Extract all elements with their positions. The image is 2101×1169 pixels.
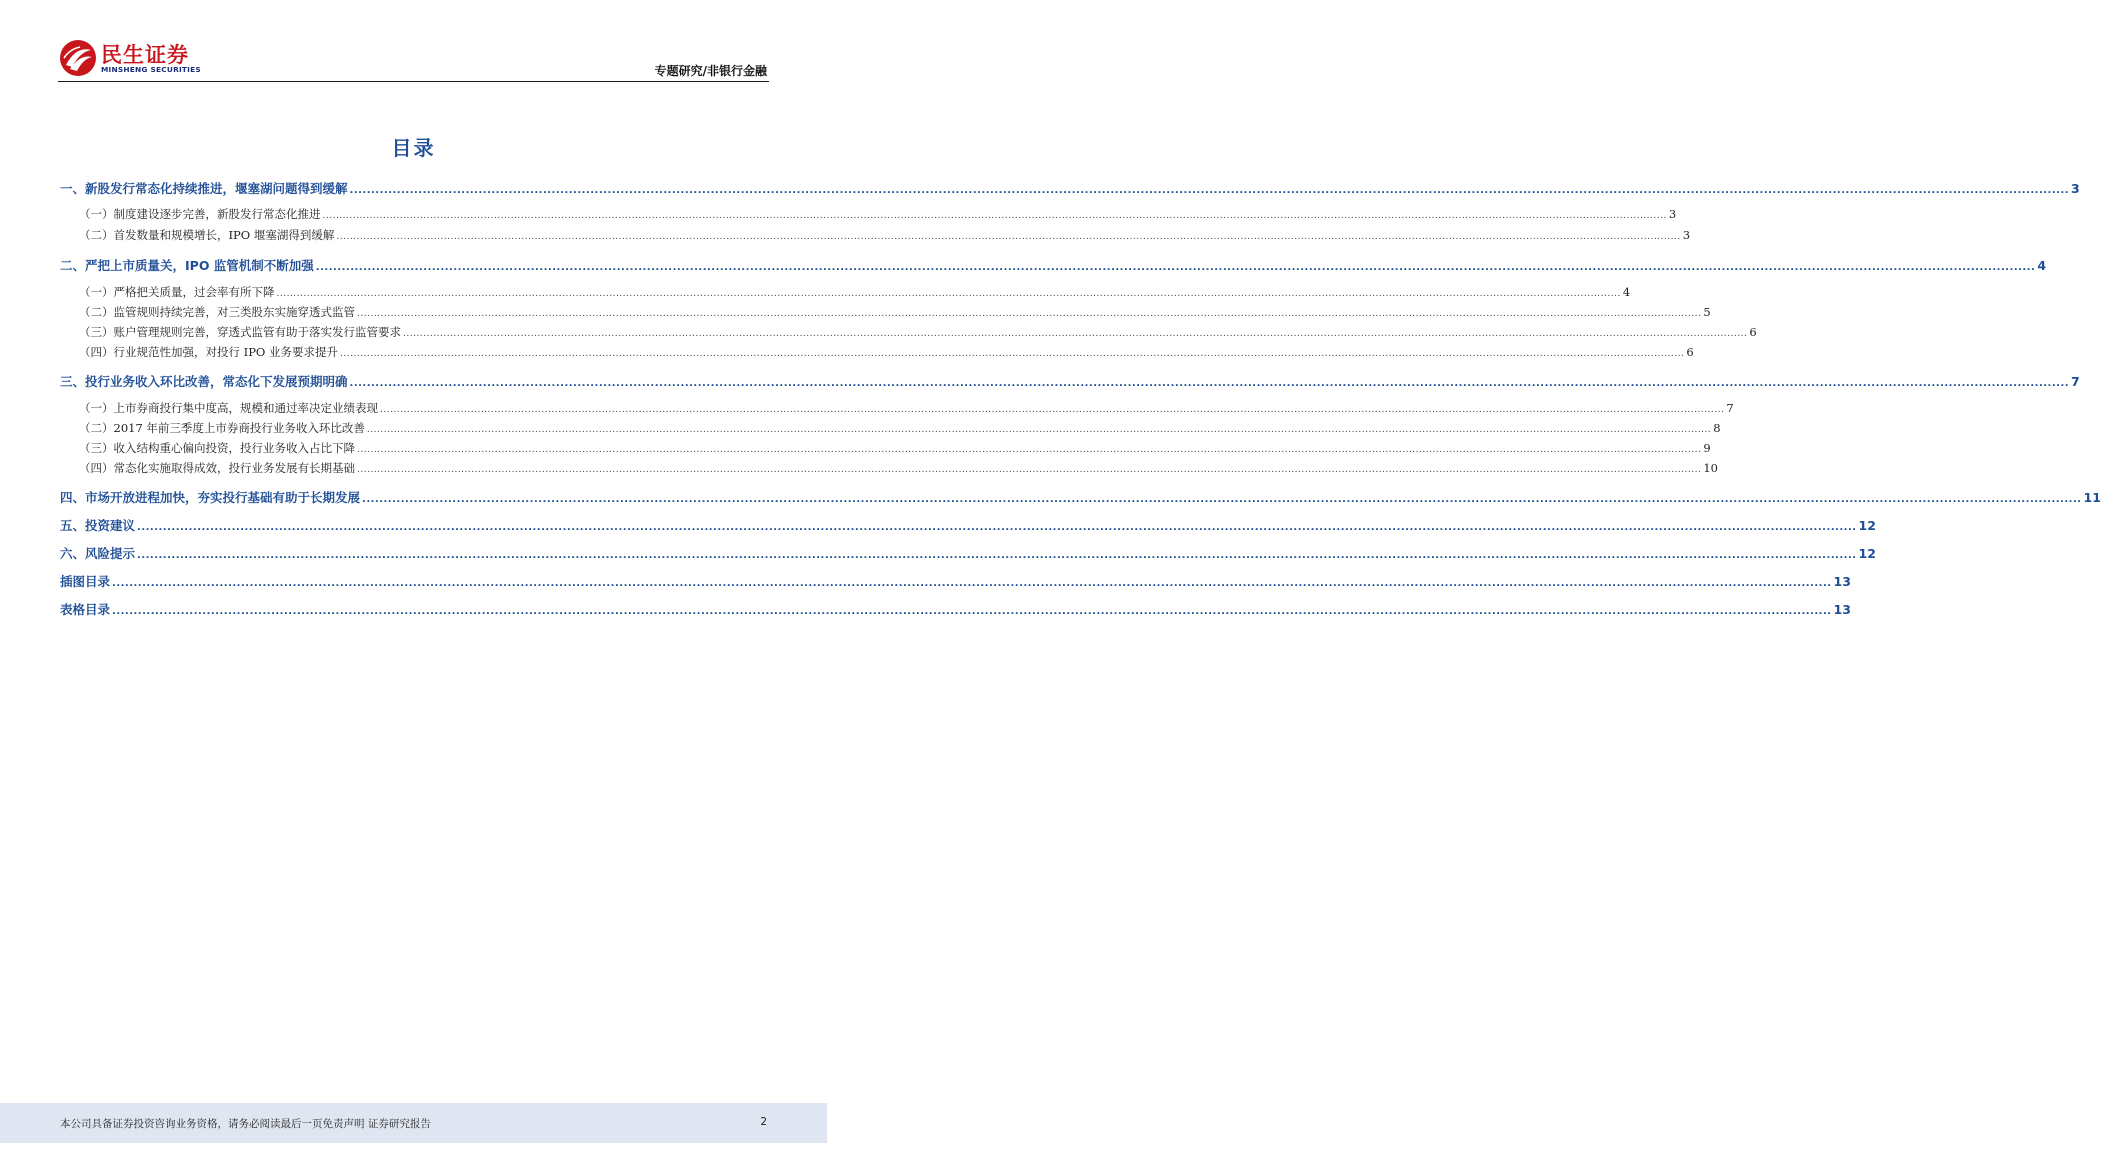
toc-leader-dots: ................................................................................................................................................................................................................................................................................................................................................................................................................: [366, 425, 1712, 435]
footer-disclaimer: 本公司具备证券投资咨询业务资格，请务必阅读最后一页免责声明 证券研究报告: [60, 1118, 431, 1130]
toc-entry[interactable]: [60, 324, 1757, 342]
toc-leader-dots: ................................................................................................................................................................................................................................................................................................................................................................................................................: [137, 522, 1857, 533]
toc-entry-label: （二）首发数量和规模增长，IPO 堰塞湖得到缓解: [79, 228, 335, 242]
toc-title: 目录: [391, 136, 436, 160]
toc-leader-dots: ................................................................................................................................................................................................................................................................................................................................................................................................................: [112, 578, 1832, 589]
toc-leader-dots: ................................................................................................................................................................................................................................................................................................................................................................................................................: [340, 349, 1685, 359]
toc-entry[interactable]: [60, 420, 1721, 438]
toc-entry[interactable]: [60, 544, 1876, 562]
toc-entry-label: 三、投行业务收入环比改善，常态化下发展预期明确: [60, 374, 348, 389]
toc-entry-label: （一）严格把关质量，过会率有所下降: [79, 285, 275, 299]
toc-entry[interactable]: [60, 440, 1711, 458]
toc-entry-page: 6: [1749, 325, 1757, 339]
toc-leader-dots: ................................................................................................................................................................................................................................................................................................................................................................................................................: [357, 465, 1702, 475]
toc-entry-page: 10: [1703, 461, 1718, 475]
toc-entry-page: 3: [1682, 228, 1691, 242]
toc-entry-label: 四、市场开放进程加快，夯实投行基础有助于长期发展: [60, 490, 361, 505]
toc-leader-dots: ................................................................................................................................................................................................................................................................................................................................................................................................................: [380, 405, 1725, 415]
toc-entry-page: 5: [1703, 305, 1711, 319]
toc-entry-page: 13: [1833, 574, 1851, 589]
toc-entry[interactable]: [60, 516, 1876, 534]
toc-entry[interactable]: [60, 600, 1851, 618]
toc-leader-dots: ................................................................................................................................................................................................................................................................................................................................................................................................................: [403, 329, 1748, 339]
toc-entry-page: 9: [1703, 441, 1711, 455]
toc-entry[interactable]: [60, 488, 2101, 506]
toc-entry-label: （四）行业规范性加强，对投行 IPO 业务要求提升: [79, 345, 339, 359]
toc-leader-dots: ................................................................................................................................................................................................................................................................................................................................................................................................................: [349, 185, 2070, 196]
toc-entry-label: 表格目录: [60, 602, 111, 617]
minsheng-logo-icon: [58, 38, 98, 78]
toc-entry-label: （一）制度建设逐步完善，新股发行常态化推进: [79, 207, 321, 221]
toc-entry[interactable]: [60, 372, 2080, 390]
toc-entry-page: 13: [1833, 602, 1851, 617]
toc-entry-page: 3: [1668, 207, 1677, 221]
toc-leader-dots: ................................................................................................................................................................................................................................................................................................................................................................................................................: [357, 445, 1702, 455]
toc-entry-label: （四）常态化实施取得成效，投行业务发展有长期基础: [79, 461, 355, 475]
brand-name-english: MINSHENG SECURITIES: [101, 65, 201, 74]
toc-entry-page: 12: [1858, 546, 1876, 561]
toc-entry[interactable]: [60, 256, 2047, 274]
toc-entry-label: 五、投资建议: [60, 518, 136, 533]
toc-entry-label: （三）收入结构重心偏向投资，投行业务收入占比下降: [79, 441, 355, 455]
toc-entry-page: 8: [1713, 421, 1721, 435]
report-category: 专题研究/非银行金融: [654, 64, 767, 78]
toc-entry-label: （三）账户管理规则完善，穿透式监管有助于落实发行监管要求: [79, 325, 401, 339]
toc-entry-label: 二、严把上市质量关，IPO 监管机制不断加强: [60, 258, 314, 273]
page-number: 2: [760, 1116, 767, 1128]
page-header: [0, 0, 827, 84]
toc-leader-dots: ................................................................................................................................................................................................................................................................................................................................................................................................................: [112, 606, 1832, 617]
company-logo: [58, 38, 218, 78]
toc-entry-label: 插图目录: [60, 574, 111, 589]
toc-leader-dots: ................................................................................................................................................................................................................................................................................................................................................................................................................: [362, 494, 2082, 505]
toc-entry-label: （二）监管规则持续完善，对三类股东实施穿透式监管: [79, 305, 355, 319]
toc-leader-dots: ................................................................................................................................................................................................................................................................................................................................................................................................................: [315, 262, 2036, 273]
toc-leader-dots: ................................................................................................................................................................................................................................................................................................................................................................................................................: [322, 211, 1667, 221]
toc-entry[interactable]: [60, 227, 1691, 245]
header-divider: [58, 81, 769, 82]
toc-entry[interactable]: [60, 284, 1631, 302]
toc-entry-page: 4: [2037, 258, 2047, 273]
toc-entry-label: 一、新股发行常态化持续推进，堰塞湖问题得到缓解: [60, 181, 348, 196]
toc-entry[interactable]: [60, 400, 1734, 418]
toc-entry-label: （二）2017 年前三季度上市券商投行业务收入环比改善: [79, 421, 365, 435]
toc-entry[interactable]: [60, 344, 1694, 362]
toc-entry[interactable]: [60, 572, 1851, 590]
toc-entry-page: 11: [2083, 490, 2101, 505]
toc-entry[interactable]: [60, 179, 2080, 197]
toc-entry[interactable]: [60, 304, 1711, 322]
toc-entry-label: 六、风险提示: [60, 546, 136, 561]
toc-entry[interactable]: [60, 460, 1718, 478]
toc-entry-page: 4: [1622, 285, 1631, 299]
toc-entry-page: 6: [1686, 345, 1694, 359]
toc-entry-page: 7: [1726, 401, 1734, 415]
toc-entry[interactable]: [60, 206, 1677, 224]
brand-name-chinese: 民生证券: [101, 43, 189, 67]
toc-entry-label: （一）上市券商投行集中度高，规模和通过率决定业绩表现: [79, 401, 378, 415]
toc-leader-dots: ................................................................................................................................................................................................................................................................................................................................................................................................................: [336, 232, 1681, 242]
toc-leader-dots: ................................................................................................................................................................................................................................................................................................................................................................................................................: [357, 309, 1702, 319]
toc-leader-dots: ................................................................................................................................................................................................................................................................................................................................................................................................................: [137, 550, 1857, 561]
toc-entry-page: 12: [1858, 518, 1876, 533]
toc-leader-dots: ................................................................................................................................................................................................................................................................................................................................................................................................................: [349, 378, 2070, 389]
toc-entry-page: 3: [2071, 181, 2080, 196]
toc-leader-dots: ................................................................................................................................................................................................................................................................................................................................................................................................................: [276, 289, 1621, 299]
toc-entry-page: 7: [2071, 374, 2080, 389]
